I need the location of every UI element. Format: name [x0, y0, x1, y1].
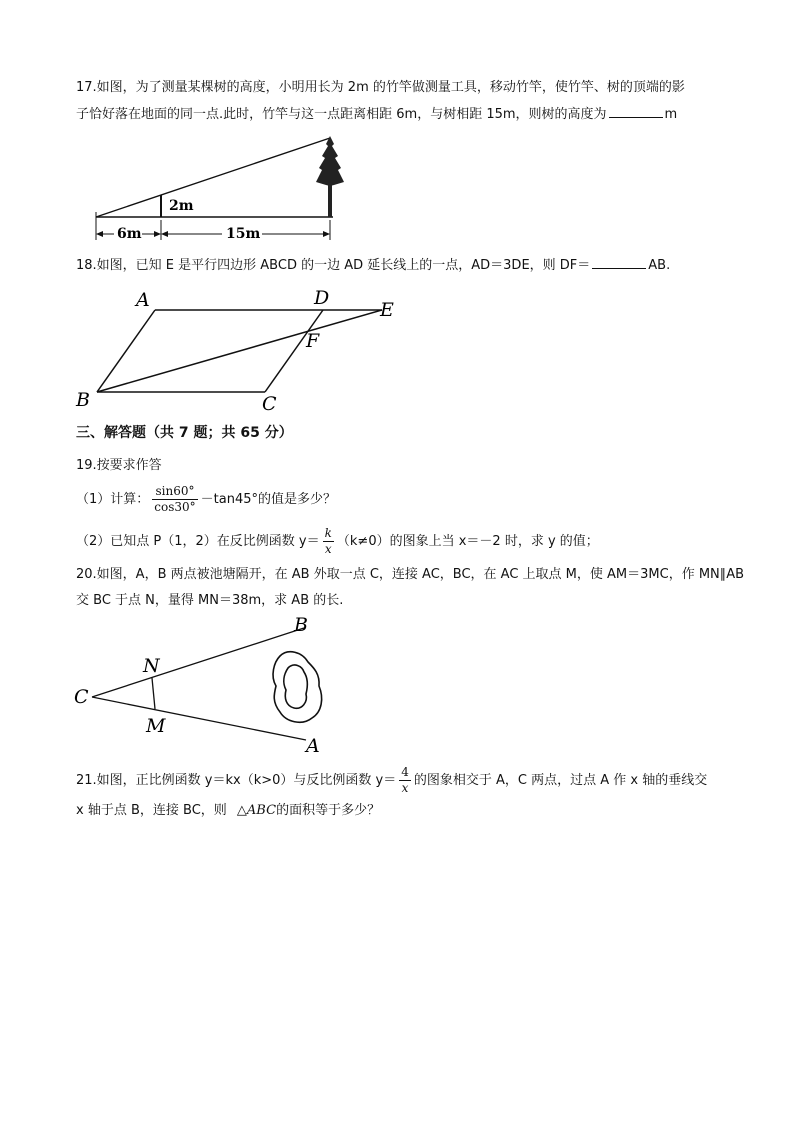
q19-part-2-prefix: （2）已知点 P（1，2）在反比例函数 y＝: [76, 534, 320, 549]
q21-line-1-suffix: 的图象相交于 A，C 两点，过点 A 作 x 轴的垂线交: [413, 773, 708, 788]
point-C-label: C: [74, 686, 89, 708]
q21-line-1-prefix: 21.如图，正比例函数 y＝kx（k>0）与反比例函数 y＝: [76, 773, 397, 788]
point-F-label: F: [306, 330, 320, 352]
point-N-label: N: [143, 655, 160, 677]
q20-figure: [72, 612, 332, 757]
q21-line-2: [76, 801, 380, 821]
point-C-label: C: [262, 393, 277, 415]
q17-line-2-text: 子恰好落在地面的同一点.此时，竹竿与这一点距离相距 6m，与树相距 15m，则树的高度为: [76, 107, 607, 122]
q20-line-2: 交 BC 于点 N，量得 MN＝38m，求 AB 的长.: [76, 593, 344, 608]
q17-line-2: [76, 104, 677, 125]
distance-15m-label: 15m: [226, 226, 261, 242]
q17-line-1: 17.如图，为了测量某棵树的高度，小明用长为 2m 的竹竿做测量工具，移动竹竿，使竹竿、树的顶端的影: [76, 80, 685, 95]
pole-label: 2m: [169, 198, 194, 214]
q18-text-end: AB.: [648, 258, 671, 273]
q19-part-1-prefix: （1）计算：: [76, 492, 150, 507]
q20-line-1: 20.如图，A，B 两点被池塘隔开，在 AB 外取一点 C，连接 AC，BC，在 AC 上取点 M，使 AM＝3MC，作 MN∥AB: [76, 567, 745, 582]
point-A-label: A: [136, 289, 150, 311]
q19-fraction-numerator: sin60°: [152, 484, 197, 500]
q18-figure: [72, 282, 402, 417]
distance-6m-label: 6m: [117, 226, 142, 242]
q21-line-2-suffix: 的面积等于多少？: [276, 803, 381, 818]
pond-icon: [273, 652, 322, 723]
point-A-label: A: [306, 735, 320, 757]
four-numerator: 4: [401, 765, 409, 779]
section-3-heading: 三、解答题（共 7 题；共 65 分）: [76, 425, 293, 441]
q17-unit: m: [664, 107, 678, 122]
q19-part-1: [76, 483, 336, 517]
q19-part-2: [76, 525, 599, 559]
point-E-label: E: [380, 299, 394, 321]
q18-line: [76, 255, 670, 276]
point-M-label: M: [146, 715, 166, 737]
point-B-label: B: [294, 614, 308, 636]
x-denominator: x: [324, 542, 332, 556]
q19-fraction-denominator: cos30°: [154, 500, 196, 514]
point-D-label: D: [314, 287, 330, 309]
q21-line-2-prefix: x 轴于点 B，连接 BC，则: [76, 803, 227, 818]
point-B-label: B: [76, 389, 90, 411]
q19-fraction: [152, 484, 197, 515]
tree-icon: [316, 136, 344, 217]
triangle-symbol: △: [236, 803, 247, 818]
q19-k-over-x: [323, 526, 334, 557]
q21-four-over-x: [399, 765, 411, 796]
x-denominator: x: [401, 781, 409, 795]
q19-part-1-suffix: －tan45°的值是多少？: [200, 492, 337, 507]
q17-figure: [90, 130, 360, 245]
q21-line-1: [76, 765, 707, 796]
q19-title: 19.按要求作答: [76, 458, 162, 473]
abc-label: ABC: [246, 803, 277, 818]
q18-text: 18.如图，已知 E 是平行四边形 ABCD 的一边 AD 延长线上的一点，AD＝3DE，则 DF＝: [76, 258, 591, 273]
k-numerator: k: [324, 526, 332, 540]
answer-blank-q17[interactable]: [609, 104, 663, 118]
q19-part-2-suffix: （k≠0）的图象上当 x＝－2 时，求 y 的值；: [336, 534, 599, 549]
answer-blank-q18[interactable]: [592, 255, 646, 269]
